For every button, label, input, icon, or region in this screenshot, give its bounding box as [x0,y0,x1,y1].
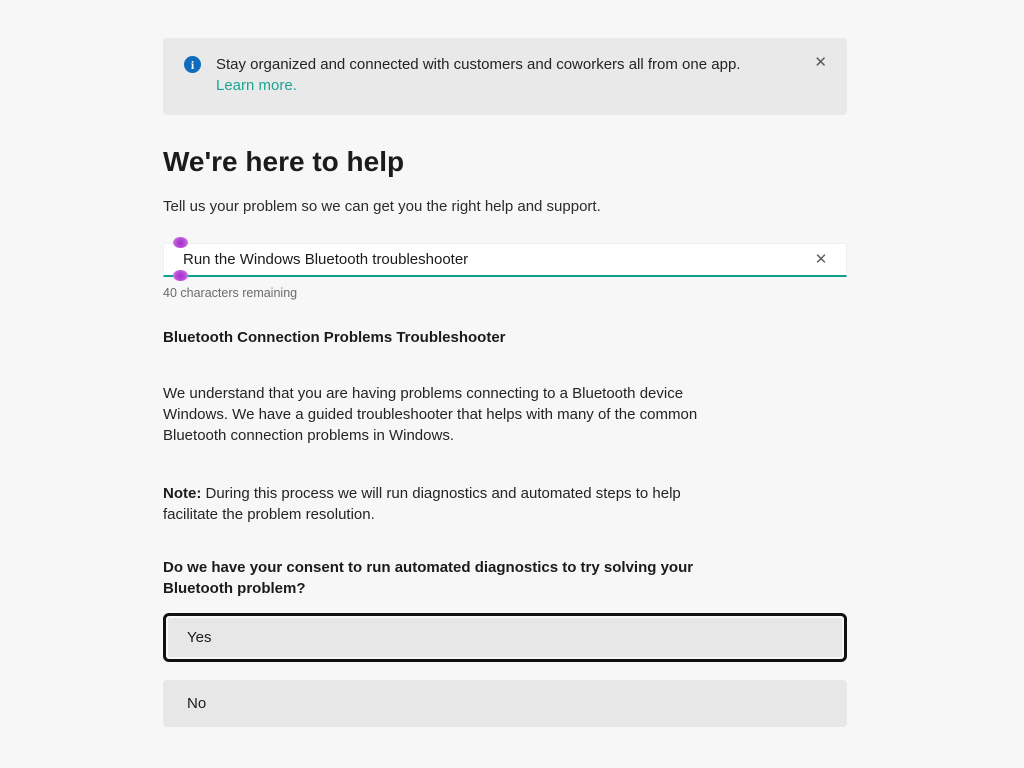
clear-icon: ✕ [814,251,828,268]
no-button[interactable]: No [163,680,847,727]
banner-text [216,54,802,96]
description-line-3: Bluetooth connection problems in Windows. [163,427,454,444]
note-paragraph [163,483,847,525]
banner-message: Stay organized and connected with customers and coworkers all from one app. [216,56,741,73]
note-label: Note: [163,485,202,502]
main-content [163,38,847,727]
note-line-2: facilitate the problem resolution. [163,506,375,523]
question-line-2: Bluetooth problem? [163,580,306,597]
description-line-1: We understand that you are having problems connecting to a Bluetooth device [163,385,684,402]
characters-remaining-label: 40 characters remaining [163,286,298,300]
problem-input-wrapper [163,243,847,277]
text-selection-handle-bottom[interactable] [173,270,188,281]
close-icon: ✕ [814,54,827,71]
learn-more-link[interactable]: Learn more. [216,77,297,94]
page-subtitle: Tell us your problem so we can get you the right help and support. [163,198,601,215]
yes-button[interactable]: Yes [163,613,847,662]
note-line-1: During this process we will run diagnostics and automated steps to help [205,485,681,502]
question-line-1: Do we have your consent to run automated diagnostics to try solving your [163,559,694,576]
info-icon: i [184,56,201,73]
page-title: We're here to help [163,146,405,177]
description-line-2: Windows. We have a guided troubleshooter that helps with many of the common [163,406,698,423]
consent-question [163,557,847,599]
problem-description-input[interactable] [163,243,847,277]
troubleshooter-description [163,383,847,446]
clear-input-button[interactable] [809,248,833,272]
text-selection-handle-top[interactable] [173,237,188,248]
troubleshooter-title: Bluetooth Connection Problems Troubleshooter [163,329,506,346]
banner-close-button[interactable] [814,54,827,71]
promo-banner [163,38,847,115]
